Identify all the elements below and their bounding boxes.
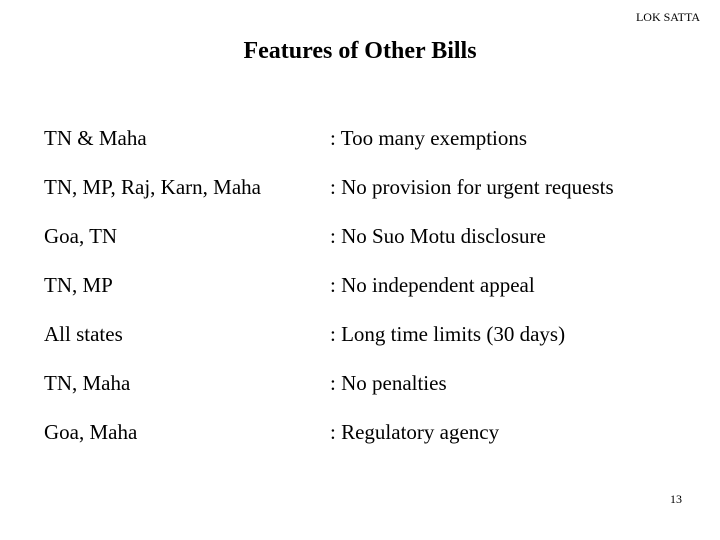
- feature-text: : Long time limits (30 days): [330, 322, 566, 346]
- feature-row: [44, 414, 694, 463]
- feature-text: : Regulatory agency: [330, 420, 500, 444]
- org-label: LOK SATTA: [635, 10, 700, 24]
- feature-row: [44, 316, 694, 365]
- states-label: Goa, TN: [44, 224, 118, 248]
- feature-text: : No penalties: [330, 371, 447, 395]
- feature-row: [44, 169, 694, 218]
- page-number: 13: [670, 492, 682, 506]
- feature-text: : No provision for urgent requests: [330, 175, 614, 199]
- states-label: Goa, Maha: [44, 420, 138, 444]
- states-label: TN, Maha: [44, 371, 131, 395]
- feature-text: : No Suo Motu disclosure: [330, 224, 546, 248]
- states-label: All states: [44, 322, 123, 346]
- feature-list: [44, 120, 694, 463]
- feature-text: : No independent appeal: [330, 273, 535, 297]
- feature-text: : Too many exemptions: [330, 126, 528, 150]
- states-label: TN, MP, Raj, Karn, Maha: [44, 175, 261, 199]
- feature-row: [44, 120, 694, 169]
- slide-title: Features of Other Bills: [243, 38, 477, 64]
- feature-row: [44, 267, 694, 316]
- feature-row: [44, 218, 694, 267]
- states-label: TN, MP: [44, 273, 113, 297]
- states-label: TN & Maha: [44, 126, 147, 150]
- feature-row: [44, 365, 694, 414]
